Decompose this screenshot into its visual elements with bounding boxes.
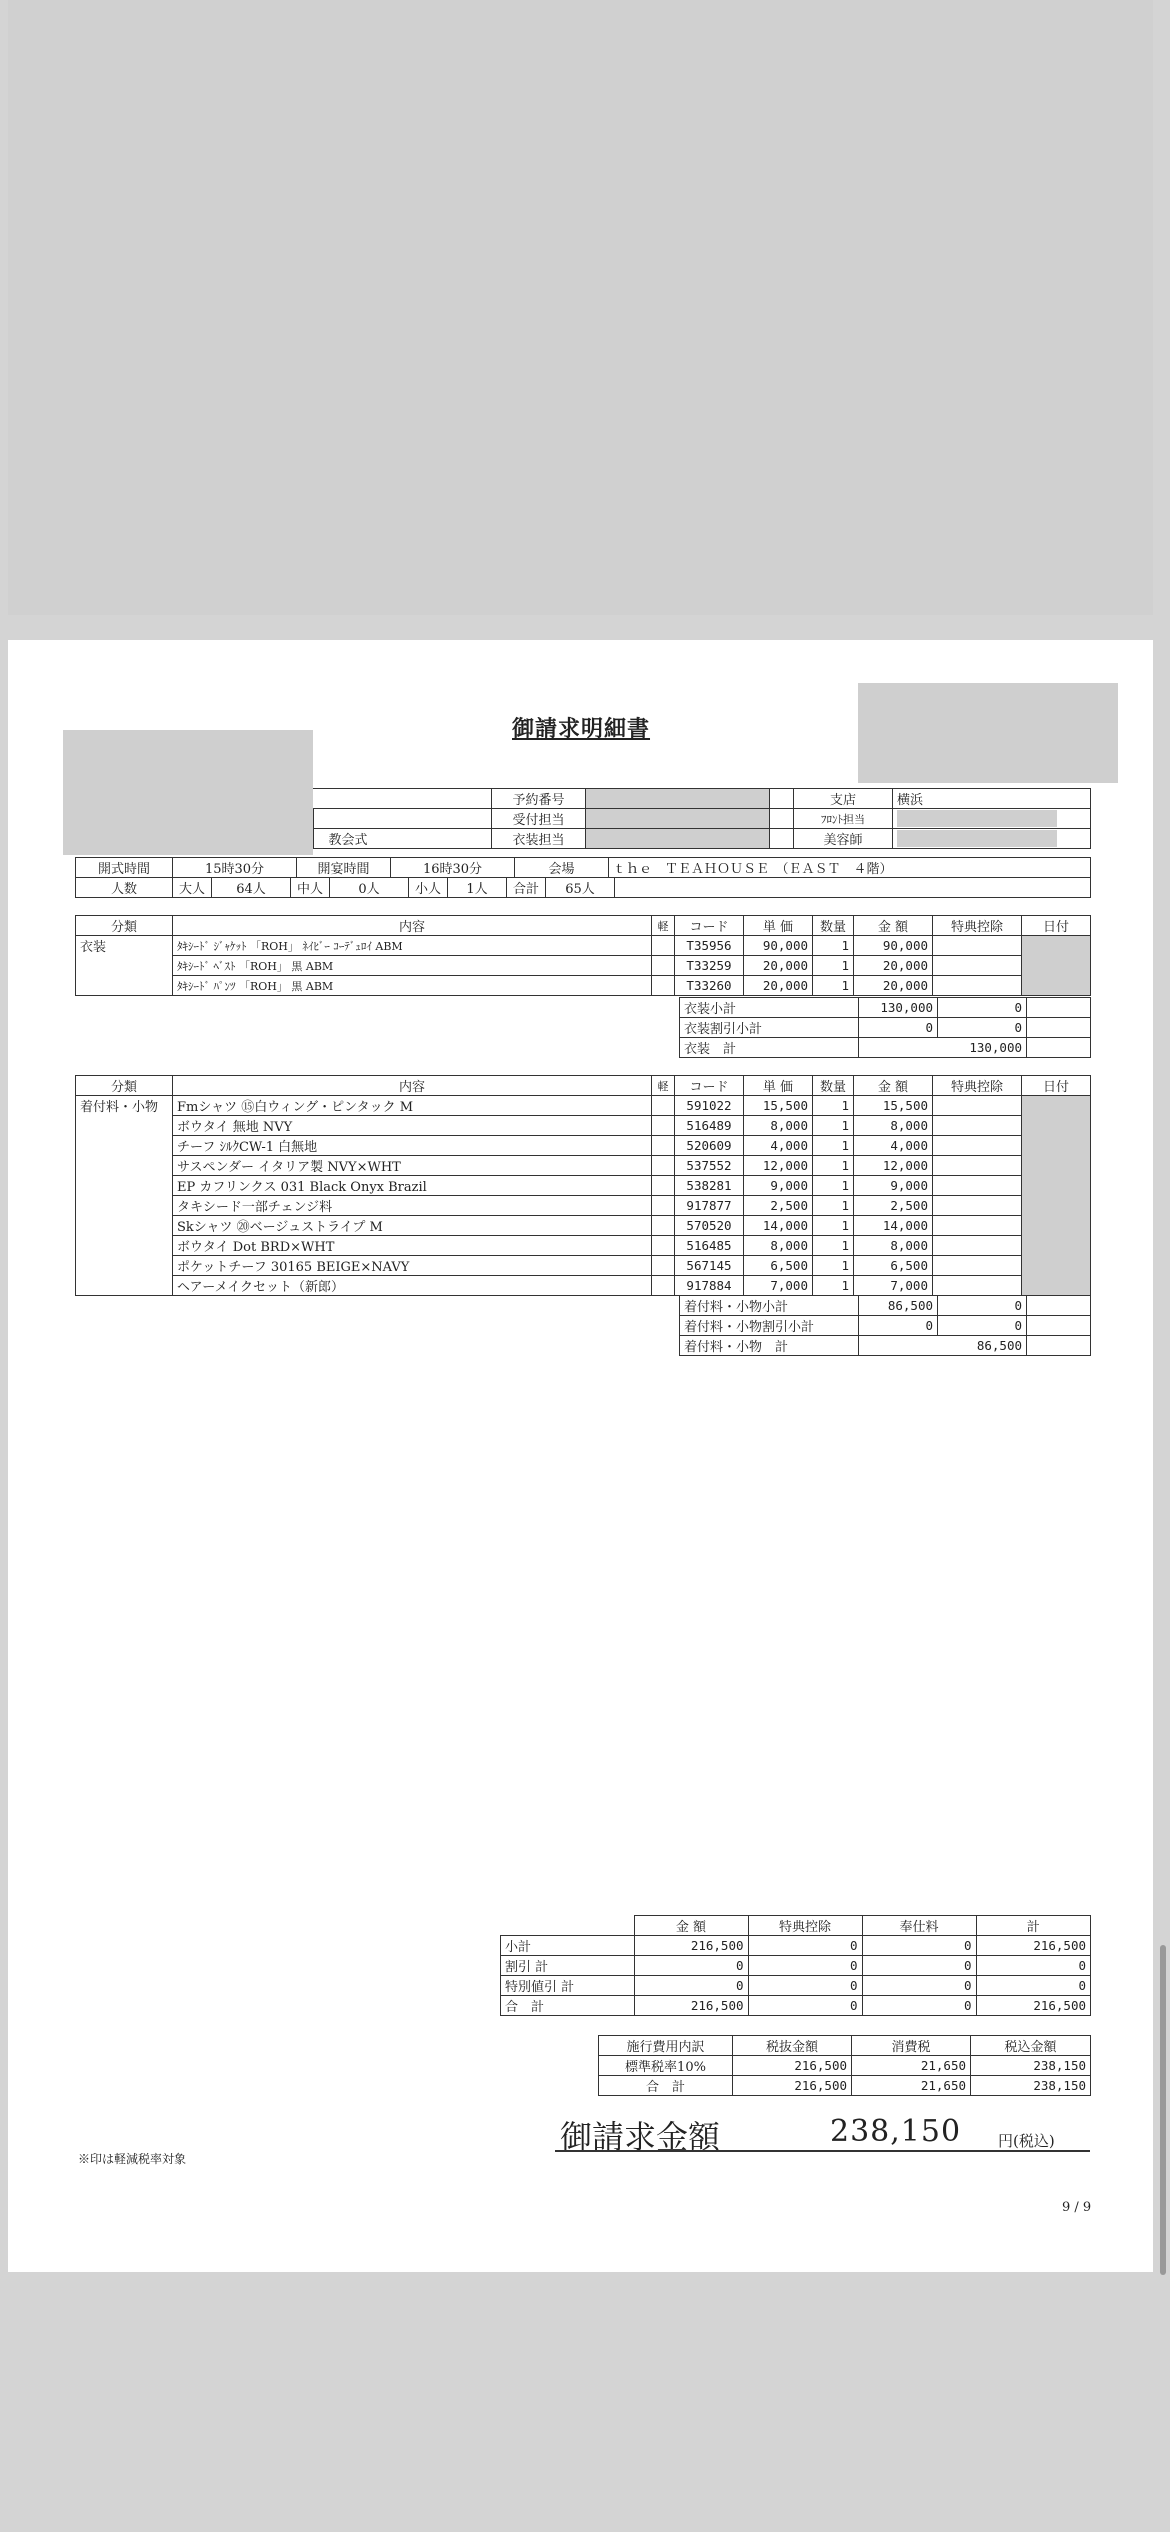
summary-header-discount: 特典控除 <box>748 1916 862 1936</box>
dressing-category: 着付料・小物 <box>76 1096 173 1296</box>
col-qty: 数量 <box>813 1076 854 1096</box>
dressing-discount-label: 着付料・小物割引小計 <box>680 1316 859 1336</box>
item-content: ポケットチーフ 30165 BEIGE×NAVY <box>173 1256 652 1276</box>
reception-staff-label: 受付担当 <box>492 809 586 829</box>
ceremony-type: 教会式 <box>313 829 492 849</box>
item-price: 4,000 <box>744 1136 813 1156</box>
col-content: 内容 <box>173 916 652 936</box>
item-qty: 1 <box>813 1216 854 1236</box>
summary-label: 合 計 <box>501 1996 635 2016</box>
col-code: コード <box>675 1076 744 1096</box>
tax-header-included: 税込金額 <box>971 2036 1091 2056</box>
table-row <box>501 1956 1091 1976</box>
item-amount: 9,000 <box>854 1176 933 1196</box>
item-content: ﾀｷｼｰﾄﾞ ﾊﾟﾝﾂ 「ROH」 黒 ABM <box>173 976 652 996</box>
summary-value: 0 <box>862 1936 976 1956</box>
col-discount: 特典控除 <box>933 1076 1022 1096</box>
dressing-subtotal-amount: 86,500 <box>859 1296 938 1316</box>
item-code: T33259 <box>675 956 744 976</box>
redacted-reservation-number <box>586 789 770 809</box>
item-code: 537552 <box>675 1156 744 1176</box>
col-category: 分類 <box>76 916 173 936</box>
redacted-date <box>1022 936 1091 996</box>
tax-value: 21,650 <box>852 2056 971 2076</box>
grand-total-unit: 円(税込) <box>998 2132 1055 2150</box>
previous-page <box>8 0 1153 270</box>
table-row <box>599 2056 1091 2076</box>
table-row <box>76 1196 1091 1216</box>
item-code: T33260 <box>675 976 744 996</box>
summary-value: 0 <box>634 1956 748 1976</box>
costume-subtotal-discount: 0 <box>938 998 1027 1018</box>
reduced-tax-note: ※印は軽減税率対象 <box>78 2152 187 2166</box>
col-qty: 数量 <box>813 916 854 936</box>
summary-value: 0 <box>862 1976 976 1996</box>
col-code: コード <box>675 916 744 936</box>
summary-value: 0 <box>976 1976 1091 1996</box>
reception-start-value: 16時30分 <box>391 858 515 878</box>
table-row <box>76 1156 1091 1176</box>
table-row <box>76 1096 1091 1116</box>
item-code: 516485 <box>675 1236 744 1256</box>
item-code: 917877 <box>675 1196 744 1216</box>
item-price: 20,000 <box>744 956 813 976</box>
costume-total-amount: 130,000 <box>859 1038 1027 1058</box>
item-code: 567145 <box>675 1256 744 1276</box>
middle-value: 0人 <box>330 878 409 898</box>
item-qty: 1 <box>813 936 854 956</box>
summary-label: 割引 計 <box>501 1956 635 1976</box>
costume-category: 衣装 <box>76 936 173 996</box>
item-price: 7,000 <box>744 1276 813 1296</box>
item-content: ﾀｷｼｰﾄﾞ ｼﾞｬｹｯﾄ 「ROH」 ﾈｲﾋﾞｰ ｺｰﾃﾞｭﾛｲ ABM <box>173 936 652 956</box>
col-light: 軽 <box>652 1076 675 1096</box>
item-amount: 12,000 <box>854 1156 933 1176</box>
costume-subtotal-label: 衣装小計 <box>680 998 859 1018</box>
item-content: サスペンダー イタリア製 NVY×WHT <box>173 1156 652 1176</box>
table-row <box>76 936 1091 956</box>
tax-label: 標準税率10% <box>599 2056 733 2076</box>
item-content: ボウタイ Dot BRD×WHT <box>173 1236 652 1256</box>
branch-label: 支店 <box>794 789 893 809</box>
item-price: 8,000 <box>744 1116 813 1136</box>
item-content: チーフ ｼﾙｸCW-1 白無地 <box>173 1136 652 1156</box>
item-price: 6,500 <box>744 1256 813 1276</box>
table-row <box>76 1276 1091 1296</box>
item-price: 12,000 <box>744 1156 813 1176</box>
item-amount: 14,000 <box>854 1216 933 1236</box>
col-unit-price: 単 価 <box>744 916 813 936</box>
item-qty: 1 <box>813 1256 854 1276</box>
redacted-stamp-block <box>858 683 1118 783</box>
tax-header-excluded: 税抜金額 <box>733 2036 852 2056</box>
grand-total-underline <box>555 2150 1090 2152</box>
col-discount: 特典控除 <box>933 916 1022 936</box>
table-row <box>501 1976 1091 1996</box>
previous-page-lower <box>8 270 1153 615</box>
tax-table <box>598 2035 1091 2096</box>
headcount-table <box>75 877 1091 898</box>
table-row <box>501 1996 1091 2016</box>
item-qty: 1 <box>813 1136 854 1156</box>
summary-table <box>500 1915 1091 2016</box>
tax-value: 238,150 <box>971 2076 1091 2096</box>
item-amount: 8,000 <box>854 1116 933 1136</box>
item-code: 520609 <box>675 1136 744 1156</box>
summary-value: 0 <box>748 1956 862 1976</box>
item-qty: 1 <box>813 976 854 996</box>
tax-header-tax: 消費税 <box>852 2036 971 2056</box>
col-amount: 金 額 <box>854 1076 933 1096</box>
summary-value: 0 <box>862 1996 976 2016</box>
item-code: 591022 <box>675 1096 744 1116</box>
schedule-table <box>75 857 1091 878</box>
middle-label: 中人 <box>291 878 330 898</box>
item-content: ヘアーメイクセット（新郎） <box>173 1276 652 1296</box>
page-number: 9 / 9 <box>1062 2200 1092 2215</box>
summary-header-service: 奉仕料 <box>862 1916 976 1936</box>
item-content: タキシード一部チェンジ料 <box>173 1196 652 1216</box>
item-price: 90,000 <box>744 936 813 956</box>
table-row <box>76 1216 1091 1236</box>
item-code: 538281 <box>675 1176 744 1196</box>
costume-subtotals <box>679 997 1091 1058</box>
child-label: 小人 <box>409 878 448 898</box>
col-light: 軽 <box>652 916 675 936</box>
costume-subtotal-amount: 130,000 <box>859 998 938 1018</box>
item-qty: 1 <box>813 1096 854 1116</box>
dressing-total-label: 着付料・小物 計 <box>680 1336 859 1356</box>
item-code: 917884 <box>675 1276 744 1296</box>
item-amount: 8,000 <box>854 1236 933 1256</box>
dressing-subtotal-label: 着付料・小物小計 <box>680 1296 859 1316</box>
item-amount: 2,500 <box>854 1196 933 1216</box>
costume-table <box>75 915 1091 996</box>
item-amount: 90,000 <box>854 936 933 956</box>
tax-label: 合 計 <box>599 2076 733 2096</box>
item-qty: 1 <box>813 1276 854 1296</box>
dressing-subtotal-discount: 0 <box>938 1296 1027 1316</box>
branch-value: 横浜 <box>893 789 1091 809</box>
summary-value: 216,500 <box>634 1936 748 1956</box>
stylist-label: 美容師 <box>794 829 893 849</box>
summary-value: 216,500 <box>976 1996 1091 2016</box>
table-row <box>599 2076 1091 2096</box>
item-price: 8,000 <box>744 1236 813 1256</box>
item-qty: 1 <box>813 1116 854 1136</box>
item-qty: 1 <box>813 1236 854 1256</box>
costume-discount-label: 衣装割引小計 <box>680 1018 859 1038</box>
front-staff-label: ﾌﾛﾝﾄ担当 <box>794 809 893 829</box>
ceremony-start-label: 開式時間 <box>76 858 173 878</box>
table-row <box>76 1256 1091 1276</box>
item-price: 20,000 <box>744 976 813 996</box>
table-row <box>76 1116 1091 1136</box>
costume-discount-discount: 0 <box>938 1018 1027 1038</box>
ceremony-start-value: 15時30分 <box>173 858 297 878</box>
summary-value: 0 <box>862 1956 976 1976</box>
redacted-costume-staff <box>586 829 770 849</box>
summary-value: 216,500 <box>976 1936 1091 1956</box>
item-content: EP カフリンクス 031 Black Onyx Brazil <box>173 1176 652 1196</box>
table-row <box>76 1236 1091 1256</box>
item-qty: 1 <box>813 1196 854 1216</box>
reception-start-label: 開宴時間 <box>297 858 391 878</box>
summary-value: 0 <box>748 1936 862 1956</box>
front-staff-value <box>893 809 1091 829</box>
summary-value: 0 <box>976 1956 1091 1976</box>
dressing-table <box>75 1075 1091 1296</box>
costume-total-label: 衣装 計 <box>680 1038 859 1058</box>
summary-value: 0 <box>748 1976 862 1996</box>
summary-label: 小計 <box>501 1936 635 1956</box>
total-people-label: 合計 <box>507 878 546 898</box>
grand-total-value: 238,150 <box>830 2114 962 2149</box>
col-category: 分類 <box>76 1076 173 1096</box>
redacted-date <box>1022 1096 1091 1296</box>
item-content: ﾀｷｼｰﾄﾞ ﾍﾞｽﾄ 「ROH」 黒 ABM <box>173 956 652 976</box>
item-price: 2,500 <box>744 1196 813 1216</box>
item-price: 14,000 <box>744 1216 813 1236</box>
tax-value: 21,650 <box>852 2076 971 2096</box>
item-content: Fmシャツ ⑮白ウィング・ピンタック M <box>173 1096 652 1116</box>
dressing-subtotals <box>679 1295 1091 1356</box>
summary-value: 216,500 <box>634 1996 748 2016</box>
col-date: 日付 <box>1022 916 1091 936</box>
tax-header-breakdown: 施行費用内訳 <box>599 2036 733 2056</box>
table-row <box>76 1136 1091 1156</box>
tax-value: 216,500 <box>733 2076 852 2096</box>
item-qty: 1 <box>813 956 854 976</box>
scrollbar[interactable] <box>1160 1945 1166 2275</box>
total-people-value: 65人 <box>546 878 615 898</box>
dressing-discount-amount: 0 <box>859 1316 938 1336</box>
item-amount: 6,500 <box>854 1256 933 1276</box>
summary-header-amount: 金 額 <box>634 1916 748 1936</box>
item-amount: 15,500 <box>854 1096 933 1116</box>
item-code: 516489 <box>675 1116 744 1136</box>
reservation-number-label: 予約番号 <box>492 789 586 809</box>
table-row <box>76 1176 1091 1196</box>
redacted-reception-staff <box>586 809 770 829</box>
headcount-label: 人数 <box>76 878 173 898</box>
adult-value: 64人 <box>212 878 291 898</box>
table-row <box>76 956 1091 976</box>
item-amount: 20,000 <box>854 956 933 976</box>
item-price: 9,000 <box>744 1176 813 1196</box>
tax-value: 216,500 <box>733 2056 852 2076</box>
child-value: 1人 <box>448 878 507 898</box>
col-unit-price: 単 価 <box>744 1076 813 1096</box>
item-price: 15,500 <box>744 1096 813 1116</box>
table-row <box>76 976 1091 996</box>
col-content: 内容 <box>173 1076 652 1096</box>
col-amount: 金 額 <box>854 916 933 936</box>
table-row <box>501 1936 1091 1956</box>
costume-staff-label: 衣装担当 <box>492 829 586 849</box>
summary-value: 0 <box>748 1996 862 2016</box>
item-qty: 1 <box>813 1176 854 1196</box>
dressing-total-amount: 86,500 <box>859 1336 1027 1356</box>
item-amount: 4,000 <box>854 1136 933 1156</box>
venue-label: 会場 <box>515 858 609 878</box>
venue-value: ｔｈｅ ＴＥＡＨＯＵＳＥ （ＥＡＳＴ ４階） <box>609 858 1091 878</box>
costume-discount-amount: 0 <box>859 1018 938 1038</box>
dressing-discount-discount: 0 <box>938 1316 1027 1336</box>
summary-value: 0 <box>634 1976 748 1996</box>
adult-label: 大人 <box>173 878 212 898</box>
stylist-value <box>893 829 1091 849</box>
col-date: 日付 <box>1022 1076 1091 1096</box>
grand-total-label: 御請求金額 <box>560 2118 721 2156</box>
header-info-table <box>75 788 1091 849</box>
item-code: 570520 <box>675 1216 744 1236</box>
page-title: 御請求明細書 <box>512 716 651 742</box>
summary-header-total: 計 <box>976 1916 1091 1936</box>
item-content: ボウタイ 無地 NVY <box>173 1116 652 1136</box>
tax-value: 238,150 <box>971 2056 1091 2076</box>
next-page-area <box>0 2280 1170 2532</box>
item-amount: 7,000 <box>854 1276 933 1296</box>
item-qty: 1 <box>813 1156 854 1176</box>
item-content: Skシャツ ⑳ベージュストライプ M <box>173 1216 652 1236</box>
summary-label: 特別値引 計 <box>501 1976 635 1996</box>
item-code: T35956 <box>675 936 744 956</box>
item-amount: 20,000 <box>854 976 933 996</box>
